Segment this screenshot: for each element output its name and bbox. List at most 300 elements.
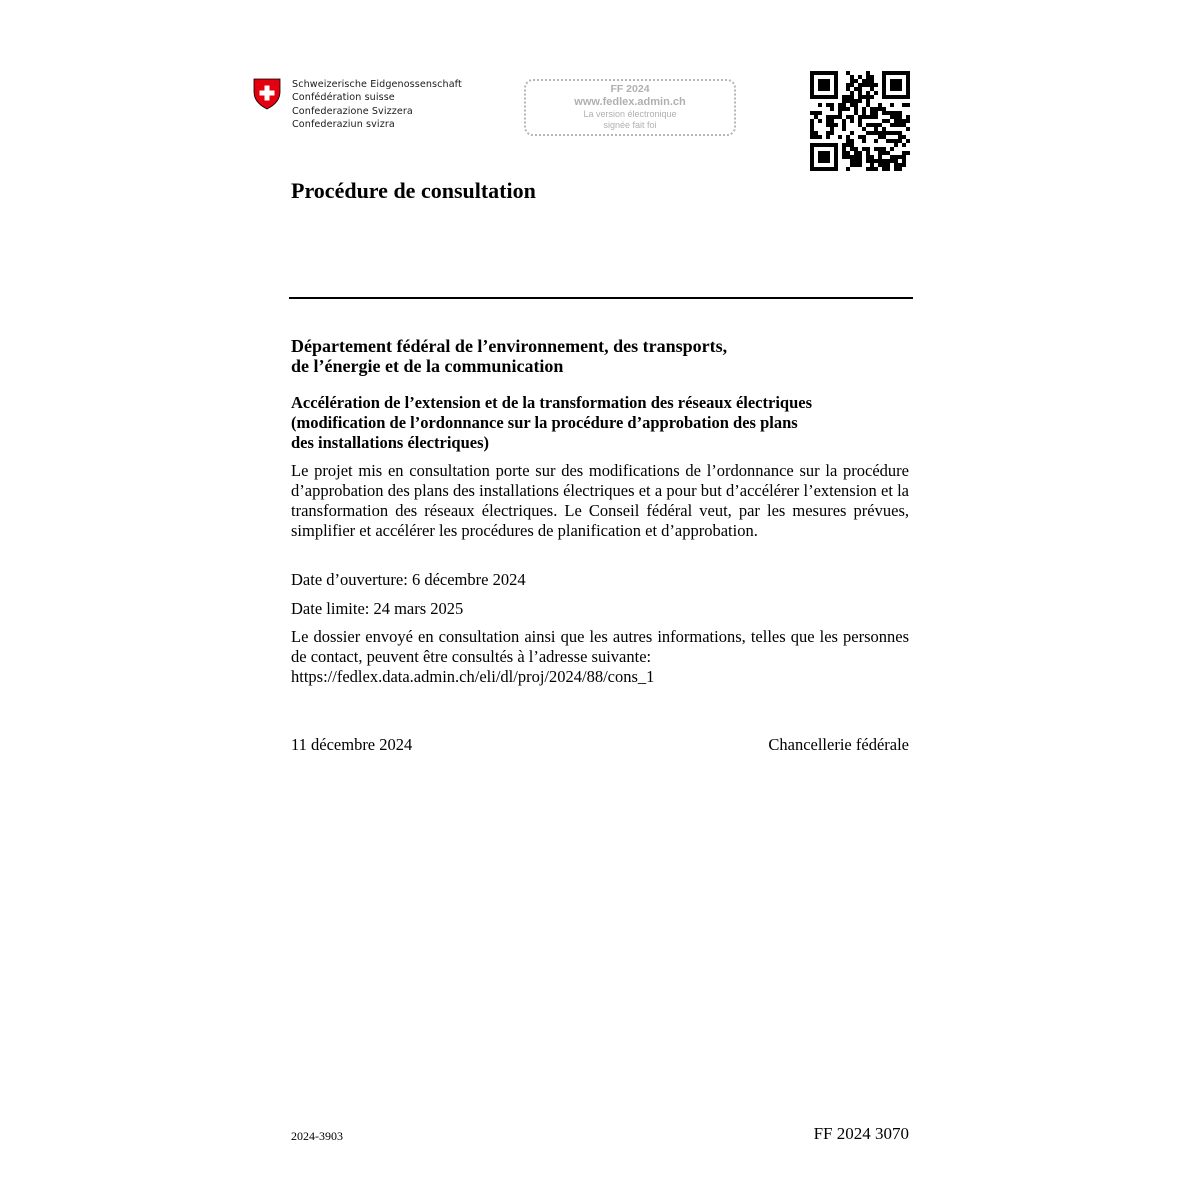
qr-module xyxy=(846,151,850,155)
qr-module xyxy=(866,159,870,163)
qr-module xyxy=(858,91,862,95)
qr-module xyxy=(826,167,830,171)
qr-module xyxy=(902,119,906,123)
qr-module xyxy=(818,87,822,91)
qr-module xyxy=(882,135,886,139)
qr-module xyxy=(858,119,862,123)
qr-module xyxy=(866,75,870,79)
stamp-line-2: www.fedlex.admin.ch xyxy=(574,96,686,108)
qr-module xyxy=(850,115,854,119)
subject-line-2: (modification de l’ordonnance sur la procédure d’approbation des plans xyxy=(291,413,798,432)
qr-module xyxy=(850,99,854,103)
qr-module xyxy=(858,159,862,163)
qr-module xyxy=(906,79,910,83)
qr-module xyxy=(842,143,846,147)
qr-module xyxy=(882,163,886,167)
qr-module xyxy=(886,111,890,115)
qr-module xyxy=(858,87,862,91)
qr-module xyxy=(890,71,894,75)
department-heading xyxy=(291,336,911,376)
stamp-line-1: FF 2024 xyxy=(610,83,650,95)
qr-module xyxy=(882,119,886,123)
qr-module xyxy=(822,159,826,163)
qr-module xyxy=(890,139,894,143)
qr-module xyxy=(866,131,870,135)
qr-module xyxy=(858,135,862,139)
qr-module xyxy=(850,155,854,159)
qr-module xyxy=(814,143,818,147)
qr-module xyxy=(906,119,910,123)
qr-module xyxy=(810,87,814,91)
qr-module xyxy=(890,95,894,99)
qr-module xyxy=(834,163,838,167)
qr-module xyxy=(878,159,882,163)
qr-module xyxy=(810,95,814,99)
qr-module xyxy=(854,111,858,115)
qr-module xyxy=(810,143,814,147)
qr-module xyxy=(882,107,886,111)
qr-module xyxy=(890,111,894,115)
subject-line-1: Accélération de l’extension et de la transformation des réseaux électriques xyxy=(291,393,813,412)
qr-module xyxy=(810,75,814,79)
qr-module xyxy=(866,95,870,99)
qr-module xyxy=(870,79,874,83)
qr-module xyxy=(826,159,830,163)
qr-module xyxy=(822,71,826,75)
qr-module xyxy=(842,147,846,151)
qr-module xyxy=(874,91,878,95)
confederation-name-it: Confederazione Svizzera xyxy=(292,105,413,117)
qr-module xyxy=(874,167,878,171)
qr-module xyxy=(902,163,906,167)
qr-module xyxy=(834,151,838,155)
qr-module xyxy=(810,83,814,87)
qr-module xyxy=(818,151,822,155)
qr-module xyxy=(850,95,854,99)
qr-module xyxy=(874,139,878,143)
qr-module xyxy=(882,147,886,151)
qr-module xyxy=(902,135,906,139)
qr-module xyxy=(822,151,826,155)
qr-module xyxy=(906,151,910,155)
qr-module xyxy=(818,135,822,139)
qr-module xyxy=(898,71,902,75)
qr-module xyxy=(838,135,842,139)
qr-module xyxy=(822,167,826,171)
qr-module xyxy=(878,163,882,167)
qr-module xyxy=(842,155,846,159)
qr-module xyxy=(846,143,850,147)
qr-module xyxy=(826,143,830,147)
qr-module xyxy=(834,79,838,83)
qr-module xyxy=(866,155,870,159)
qr-module xyxy=(854,159,858,163)
qr-module xyxy=(882,75,886,79)
qr-module xyxy=(894,115,898,119)
qr-module xyxy=(898,111,902,115)
qr-module xyxy=(830,119,834,123)
qr-module xyxy=(866,99,870,103)
qr-module xyxy=(814,95,818,99)
qr-module xyxy=(902,143,906,147)
qr-module xyxy=(834,115,838,119)
qr-module xyxy=(866,147,870,151)
qr-module xyxy=(894,163,898,167)
qr-module xyxy=(818,103,822,107)
qr-module xyxy=(814,111,818,115)
qr-module xyxy=(826,115,830,119)
confederation-names xyxy=(292,78,462,132)
qr-module xyxy=(846,135,850,139)
qr-module xyxy=(834,143,838,147)
qr-module xyxy=(898,83,902,87)
qr-module xyxy=(854,79,858,83)
stamp-line-3: La version électronique xyxy=(583,109,677,119)
qr-module xyxy=(854,87,858,91)
qr-module xyxy=(850,159,854,163)
qr-module xyxy=(810,123,814,127)
title-divider xyxy=(289,297,913,299)
qr-module xyxy=(818,79,822,83)
qr-module xyxy=(906,95,910,99)
dossier-text: Le dossier envoyé en consultation ainsi que les autres informations, telles que les personnes de contact, peuvent être consultés à l’adresse suivante: xyxy=(291,627,909,666)
qr-module xyxy=(838,115,842,119)
qr-module xyxy=(822,87,826,91)
qr-module xyxy=(846,99,850,103)
qr-module xyxy=(830,131,834,135)
qr-module xyxy=(858,115,862,119)
qr-module xyxy=(834,87,838,91)
qr-module xyxy=(874,111,878,115)
qr-module xyxy=(906,139,910,143)
qr-module xyxy=(898,123,902,127)
qr-module xyxy=(882,159,886,163)
qr-module xyxy=(906,115,910,119)
qr-module xyxy=(894,159,898,163)
qr-module xyxy=(870,75,874,79)
qr-module xyxy=(898,135,902,139)
qr-module xyxy=(882,71,886,75)
qr-module xyxy=(898,155,902,159)
qr-module xyxy=(834,71,838,75)
qr-module xyxy=(886,95,890,99)
stamp-line-4: signée fait foi xyxy=(603,120,657,130)
qr-module xyxy=(830,127,834,131)
qr-module xyxy=(850,131,854,135)
qr-module xyxy=(822,95,826,99)
qr-module xyxy=(810,147,814,151)
qr-module xyxy=(826,79,830,83)
qr-module xyxy=(858,95,862,99)
qr-module xyxy=(866,151,870,155)
qr-module xyxy=(902,71,906,75)
qr-module xyxy=(846,107,850,111)
qr-module xyxy=(858,151,862,155)
qr-module xyxy=(906,127,910,131)
signature-organization: Chancellerie fédérale xyxy=(768,735,909,754)
qr-module xyxy=(838,111,842,115)
qr-module xyxy=(906,75,910,79)
qr-module xyxy=(890,131,894,135)
qr-module xyxy=(810,151,814,155)
qr-module xyxy=(874,107,878,111)
qr-module xyxy=(814,115,818,119)
qr-module xyxy=(818,83,822,87)
qr-module xyxy=(862,111,866,115)
qr-module xyxy=(894,155,898,159)
confederation-name-de: Schweizerische Eidgenossenschaft xyxy=(292,79,462,90)
qr-module xyxy=(842,107,846,111)
qr-module xyxy=(850,103,854,107)
qr-module xyxy=(842,119,846,123)
qr-module xyxy=(894,167,898,171)
qr-module xyxy=(886,71,890,75)
dossier-link[interactable]: https://fedlex.data.admin.ch/eli/dl/proj/2024/88/cons_1 xyxy=(291,667,655,686)
qr-module xyxy=(826,83,830,87)
qr-module xyxy=(854,151,858,155)
qr-module xyxy=(898,119,902,123)
qr-module xyxy=(810,163,814,167)
qr-module xyxy=(870,163,874,167)
project-description: Le projet mis en consultation porte sur des modifications de l’ordonnance sur la procédure d’approbation des plans des installations électriques et a pour but d’accélérer l’extension et la transformation des réseaux électriques. Le Conseil fédéral veut, par les mesures prévues, simplifier et accélérer les procédures de planification et d’approbation. xyxy=(291,461,909,540)
qr-module xyxy=(822,83,826,87)
qr-module xyxy=(818,111,822,115)
qr-module xyxy=(878,135,882,139)
qr-module xyxy=(874,131,878,135)
department-line-2: de l’énergie et de la communication xyxy=(291,356,564,376)
qr-module xyxy=(894,143,898,147)
qr-module xyxy=(826,95,830,99)
qr-module xyxy=(862,139,866,143)
qr-module xyxy=(862,107,866,111)
qr-module xyxy=(842,127,846,131)
qr-module xyxy=(810,91,814,95)
qr-module xyxy=(854,163,858,167)
qr-module xyxy=(814,131,818,135)
qr-module xyxy=(874,123,878,127)
qr-module xyxy=(894,83,898,87)
qr-module xyxy=(810,71,814,75)
qr-module xyxy=(886,151,890,155)
qr-module xyxy=(810,167,814,171)
qr-module xyxy=(834,91,838,95)
qr-module xyxy=(890,147,894,151)
qr-module xyxy=(838,103,842,107)
qr-module xyxy=(874,83,878,87)
qr-module xyxy=(842,95,846,99)
qr-module xyxy=(902,159,906,163)
qr-code-icon xyxy=(810,71,910,171)
qr-module xyxy=(842,151,846,155)
qr-module xyxy=(850,79,854,83)
qr-module xyxy=(894,95,898,99)
confederation-name-fr: Confédération suisse xyxy=(292,92,395,104)
qr-module xyxy=(866,71,870,75)
qr-module xyxy=(846,95,850,99)
qr-module xyxy=(874,115,878,119)
qr-module xyxy=(886,119,890,123)
qr-module xyxy=(850,75,854,79)
qr-module xyxy=(826,131,830,135)
qr-module xyxy=(830,167,834,171)
qr-module xyxy=(898,131,902,135)
qr-module xyxy=(810,119,814,123)
qr-module xyxy=(890,87,894,91)
qr-module xyxy=(894,87,898,91)
page-title: Procédure de consultation xyxy=(291,178,536,203)
qr-module xyxy=(894,119,898,123)
qr-module xyxy=(838,107,842,111)
qr-module xyxy=(854,155,858,159)
qr-module xyxy=(882,87,886,91)
qr-module xyxy=(894,79,898,83)
qr-module xyxy=(890,83,894,87)
qr-module xyxy=(878,151,882,155)
footer-document-id: 2024-3903 xyxy=(291,1129,343,1143)
qr-module xyxy=(890,103,894,107)
qr-module xyxy=(834,159,838,163)
qr-module xyxy=(882,127,886,131)
qr-module xyxy=(866,103,870,107)
qr-module xyxy=(850,143,854,147)
qr-module xyxy=(830,107,834,111)
qr-module xyxy=(882,131,886,135)
qr-module xyxy=(906,91,910,95)
qr-module xyxy=(818,159,822,163)
qr-module xyxy=(866,91,870,95)
swiss-coat-of-arms-icon xyxy=(253,78,281,110)
qr-module xyxy=(858,163,862,167)
qr-module xyxy=(866,167,870,171)
qr-module xyxy=(878,107,882,111)
qr-module xyxy=(846,71,850,75)
qr-module xyxy=(810,79,814,83)
qr-module xyxy=(894,71,898,75)
consultation-subject xyxy=(291,393,911,453)
qr-module xyxy=(890,115,894,119)
qr-module xyxy=(894,131,898,135)
opening-date: Date d’ouverture: 6 décembre 2024 xyxy=(291,570,526,589)
qr-module xyxy=(870,123,874,127)
qr-module xyxy=(846,139,850,143)
qr-module xyxy=(898,87,902,91)
qr-module xyxy=(834,147,838,151)
qr-module xyxy=(810,159,814,163)
qr-module xyxy=(842,99,846,103)
qr-module xyxy=(906,103,910,107)
deadline-date: Date limite: 24 mars 2025 xyxy=(291,599,464,618)
qr-module xyxy=(878,147,882,151)
qr-module xyxy=(858,83,862,87)
qr-module xyxy=(822,79,826,83)
qr-module xyxy=(882,151,886,155)
qr-module xyxy=(906,83,910,87)
qr-module xyxy=(890,79,894,83)
qr-module xyxy=(826,119,830,123)
qr-module xyxy=(894,139,898,143)
qr-module xyxy=(902,155,906,159)
electronic-signature-stamp xyxy=(524,79,736,136)
qr-module xyxy=(834,95,838,99)
qr-module xyxy=(826,123,830,127)
qr-module xyxy=(866,115,870,119)
subject-line-3: des installations électriques) xyxy=(291,433,489,452)
qr-module xyxy=(886,167,890,171)
qr-module xyxy=(870,167,874,171)
qr-module xyxy=(818,143,822,147)
qr-module xyxy=(898,79,902,83)
qr-module xyxy=(846,115,850,119)
qr-module xyxy=(902,123,906,127)
qr-module xyxy=(826,135,830,139)
qr-module xyxy=(834,155,838,159)
qr-module xyxy=(854,107,858,111)
qr-module xyxy=(834,75,838,79)
qr-module xyxy=(846,155,850,159)
qr-module xyxy=(886,163,890,167)
qr-module xyxy=(862,79,866,83)
qr-module xyxy=(882,167,886,171)
qr-module xyxy=(870,107,874,111)
qr-module xyxy=(882,111,886,115)
qr-module xyxy=(842,123,846,127)
qr-module xyxy=(834,167,838,171)
qr-module xyxy=(878,123,882,127)
qr-module xyxy=(906,87,910,91)
qr-module xyxy=(898,167,902,171)
qr-module xyxy=(858,99,862,103)
qr-module xyxy=(870,83,874,87)
qr-module xyxy=(862,147,866,151)
qr-module xyxy=(874,159,878,163)
qr-module xyxy=(866,79,870,83)
qr-module xyxy=(850,147,854,151)
qr-module xyxy=(822,155,826,159)
qr-module xyxy=(834,123,838,127)
qr-module xyxy=(870,111,874,115)
qr-module xyxy=(882,91,886,95)
qr-module xyxy=(882,79,886,83)
confederation-name-rm: Confederaziun svizra xyxy=(292,119,395,131)
qr-module xyxy=(898,163,902,167)
qr-module xyxy=(810,127,814,131)
qr-module xyxy=(870,95,874,99)
qr-module xyxy=(886,131,890,135)
qr-module xyxy=(854,147,858,151)
footer-reference: FF 2024 3070 xyxy=(813,1124,909,1143)
qr-module xyxy=(850,91,854,95)
qr-module xyxy=(850,163,854,167)
qr-module xyxy=(810,111,814,115)
qr-module xyxy=(878,155,882,159)
qr-module xyxy=(854,103,858,107)
qr-module xyxy=(898,139,902,143)
qr-module xyxy=(866,83,870,87)
qr-module xyxy=(850,119,854,123)
qr-module xyxy=(898,115,902,119)
qr-module xyxy=(830,123,834,127)
qr-module xyxy=(830,71,834,75)
qr-module xyxy=(850,83,854,87)
qr-module xyxy=(862,127,866,131)
qr-module xyxy=(878,131,882,135)
qr-module xyxy=(870,159,874,163)
qr-module xyxy=(862,135,866,139)
qr-module xyxy=(870,115,874,119)
qr-module xyxy=(890,123,894,127)
qr-module xyxy=(882,83,886,87)
qr-module xyxy=(902,151,906,155)
